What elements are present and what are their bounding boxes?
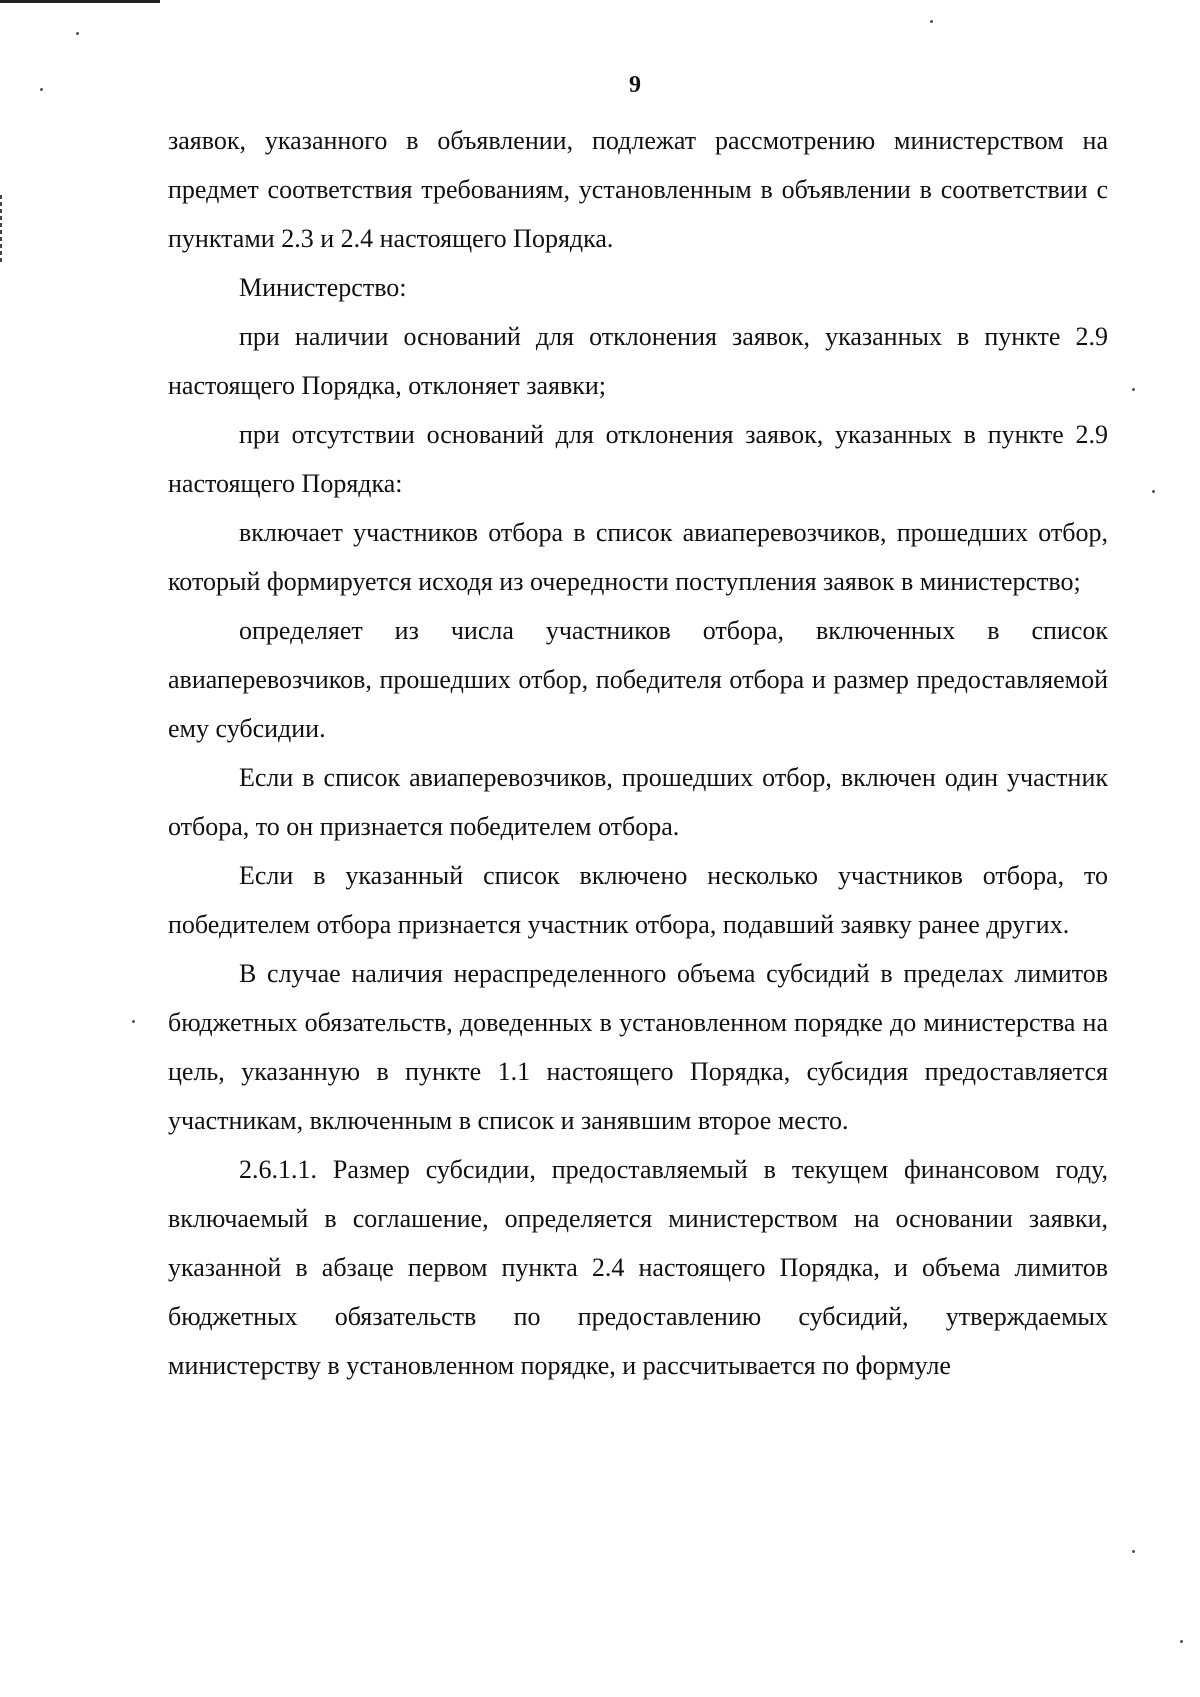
scan-speck (76, 32, 79, 35)
document-body (168, 116, 1108, 1390)
scan-edge-mark (0, 195, 2, 265)
paragraph: Если в список авиаперевозчиков, прошедших отбор, включен один участник отбора, то он признается победителем отбора. (168, 763, 1108, 841)
paragraph: Министерство: (239, 273, 407, 302)
scan-speck (1132, 388, 1135, 391)
scan-speck (132, 1020, 135, 1023)
paragraph: Если в указанный список включено несколько участников отбора, то победителем отбора признается участник отбора, подавший заявку ранее других. (168, 861, 1108, 939)
paragraph: включает участников отбора в список авиаперевозчиков, прошедших отбор, который формируется исходя из очередности поступления заявок в министерство; (168, 518, 1108, 596)
page-number: 9 (629, 72, 641, 98)
scan-speck (1152, 490, 1155, 493)
paragraph: при отсутствии оснований для отклонения заявок, указанных в пункте 2.9 настоящего Порядка: (168, 420, 1108, 498)
paragraph: заявок, указанного в объявлении, подлежат рассмотрению министерством на предмет соответствия требованиям, установленным в объявлении в соответствии с пунктами 2.3 и 2.4 настоящего Порядка. (168, 126, 1108, 253)
scan-speck (1180, 1640, 1183, 1643)
paragraph: 2.6.1.1. Размер субсидии, предоставляемый в текущем финансовом году, включаемый в соглашение, определяется министерством на основании заявки, указанной в абзаце первом пункта 2.4 настоящего Порядка, и объема лимитов бюджетных обязательств по предоставлению субсидий, утверждаемых министерству в установленном порядке, и рассчитывается по формуле (168, 1155, 1108, 1380)
scan-edge-mark (0, 0, 160, 3)
scan-speck (930, 20, 933, 23)
scan-speck (1132, 1550, 1135, 1553)
paragraph: при наличии оснований для отклонения заявок, указанных в пункте 2.9 настоящего Порядка, отклоняет заявки; (168, 322, 1108, 400)
paragraph: В случае наличия нераспределенного объема субсидий в пределах лимитов бюджетных обязательств, доведенных в установленном порядке до министерства на цель, указанную в пункте 1.1 настоящего Порядка, субсидия предоставляется участникам, включенным в список и занявшим второе место. (168, 959, 1108, 1135)
paragraph: определяет из числа участников отбора, включенных в список авиаперевозчиков, прошедших отбор, победителя отбора и размер предоставляемой ему субсидии. (168, 616, 1108, 743)
